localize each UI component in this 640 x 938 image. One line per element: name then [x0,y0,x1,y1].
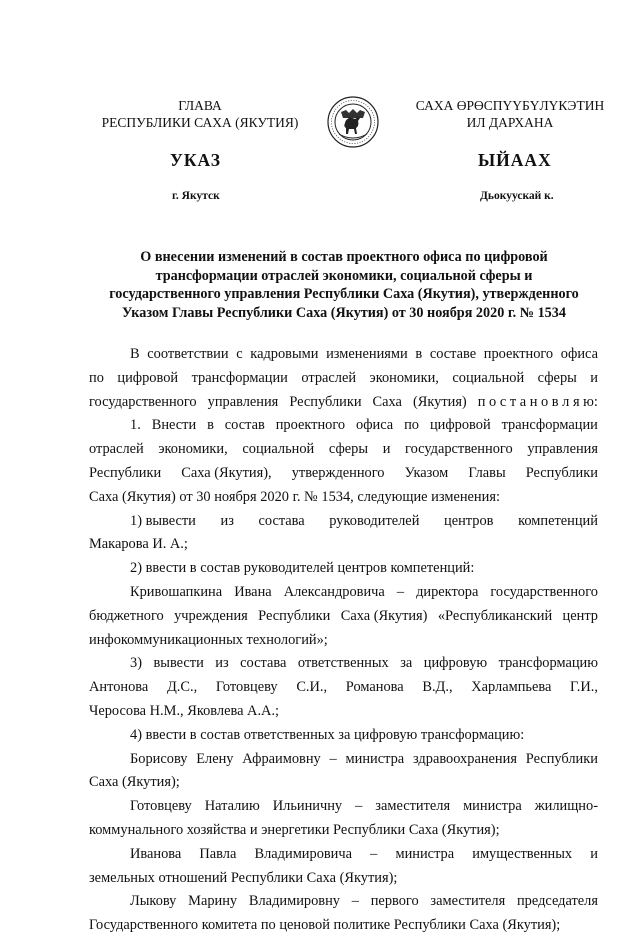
word: учреждения [174,607,248,624]
word: Антонова [89,679,149,696]
word: отраслей [301,369,357,386]
body-line-14 [89,652,598,676]
word: управления [207,393,279,410]
word: Ивана [234,583,272,600]
word: компетенций [518,512,598,529]
word: в [207,417,214,434]
word: – [396,583,405,600]
word: Саха (Якутия), [181,464,272,481]
word: Республики [89,464,162,481]
issuer-left [80,97,320,131]
word: Д.С., [166,679,198,696]
body-line-07: Саха (Якутия) от 30 ноября 2020 г. № 1534, следующие изменения: [89,488,500,505]
word: Наталию [204,798,260,815]
body-line-17: 4) ввести в состав ответственных за цифровую трансформацию: [130,726,525,743]
word: трансформации [191,369,288,386]
word: составе [429,346,477,362]
word: экономики, [369,369,439,386]
word: экономики, [158,441,228,458]
word: С.И., [296,679,328,696]
body-line-20 [89,795,598,819]
word: отраслей [89,441,144,458]
word: и [382,441,391,458]
issuer-right [400,97,620,131]
word: состава [240,655,287,672]
word: Александровича [283,583,385,600]
body-line-16: Черосова Н.М., Яковлева А.А.; [89,702,280,719]
word: изменениями [326,346,408,362]
word: цифровую [423,655,488,672]
word: офиса [356,417,394,434]
word: председателя [516,893,598,910]
word: соответствии [147,346,229,362]
word: 1) вывести [130,512,196,529]
word: в [415,346,423,362]
word: 1. [130,417,141,434]
word: министра [345,750,405,767]
title-line: трансформации отраслей экономики, социальной сферы и [155,267,533,284]
word: Кривошапкина [130,583,223,600]
body-line-05 [89,438,598,462]
word: бюджетного [89,607,164,624]
body-line-18 [89,748,598,772]
word: Владимировича [254,845,353,862]
word: Харлампьева [471,679,552,696]
word: Марину [188,893,238,910]
body-line-25: Государственного комитета по ценовой политике Республики Саха (Якутия); [89,917,561,934]
body-line-01 [89,343,598,367]
word: – [370,845,378,862]
word: 3) [130,655,142,672]
word: трансформацию [498,655,598,672]
word: цифровой [429,417,491,434]
word: из [215,655,229,672]
word: здравоохранения [413,750,517,767]
word: утвержденного [291,464,385,481]
word: Главы [468,464,506,481]
word: проектного [275,417,346,434]
word: В [130,346,140,362]
word: Ильиничну [272,798,343,815]
word: Павла [199,845,237,862]
word: из [220,512,234,529]
title-line: О внесении изменений в состав проектного офиса по цифровой [140,249,548,265]
word: Афраимовну [242,750,321,767]
word: цифровой [117,369,179,386]
document-body [89,343,598,938]
body-line-21: коммунального хозяйства и энергетики Республики Саха (Якутия); [89,821,500,838]
body-line-24 [89,890,598,914]
body-line-04 [89,414,598,438]
word: государственного [405,441,513,458]
body-line-11 [89,581,598,605]
word: Указом [404,464,449,481]
body-line-02 [89,367,598,391]
word: проектного [483,346,554,362]
word: Республики [258,607,331,624]
word: имущественных [472,845,573,862]
issuer-right-line-1: САХА ӨРӨСПҮҮБҮЛҮКЭТИН [415,98,605,113]
body-line-09: Макарова И. А.; [89,536,188,553]
word: управления [527,441,598,458]
word: социальной [242,441,315,458]
city-left: г. Якутск [172,190,220,202]
issuer-left-line-2: РЕСПУБЛИКИ САХА (ЯКУТИЯ) [101,115,299,130]
word: министра [463,798,522,815]
word: Саха (Якутия) [340,607,428,624]
word: руководителей [329,512,420,529]
word: и [590,845,598,862]
body-line-03 [89,391,598,415]
word: социальной [452,369,525,386]
word: сферы [537,369,577,386]
word: Республики [525,750,598,767]
title-line: Указом Главы Республики Саха (Якутия) от 30 ноября 2020 г. № 1534 [122,304,566,321]
body-line-08 [89,510,598,534]
word: Республики [525,464,598,481]
issuer-right-line-2: ИЛ ДАРХАНА [466,115,554,130]
word: Елену [196,750,234,767]
word: – [355,798,363,815]
word: состав [224,417,265,434]
word: первого [370,893,419,910]
word: Республики [289,393,362,410]
word: по [404,417,420,434]
word: жилищно- [534,798,598,815]
body-line-19: Саха (Якутия); [89,774,180,791]
word: заместителя [430,893,506,910]
word: Лыкову [130,893,177,910]
word: с [236,346,243,362]
body-line-10: 2) ввести в состав руководителей центров компетенций: [130,560,475,577]
word: п о с т а н о в л я ю: [477,393,598,410]
word: офиса [560,346,598,362]
word: В.Д., [422,679,453,696]
word: Готовцеву [130,798,192,815]
body-line-23: земельных отношений Республики Саха (Якутия); [89,869,398,886]
word: Внести [151,417,197,434]
word: и [590,369,598,386]
body-line-22 [89,843,598,867]
word: ответственных [297,655,389,672]
word: по [89,369,104,386]
word: кадровыми [250,346,319,362]
word: центр [562,607,598,624]
word: – [329,750,337,767]
word: Г.И., [570,679,598,696]
word: Иванова [130,845,182,862]
word: государственного [490,583,598,600]
word: сферы [328,441,369,458]
word: – [351,893,359,910]
word: Готовцеву [215,679,278,696]
word: Борисову [130,750,188,767]
word: министра [395,845,455,862]
word: вывести [153,655,204,672]
coat-of-arms-emblem [327,96,379,148]
issuer-left-line-1: ГЛАВА [178,98,222,113]
doc-type-right: ЫЙААХ [478,150,552,170]
word: Романова [345,679,404,696]
body-line-15 [89,676,598,700]
doc-type-left: УКАЗ [170,150,221,170]
word: заместителя [375,798,451,815]
word: Саха [372,393,402,410]
word: государственного [89,393,197,410]
city-right: Дьокуускай к. [480,190,554,202]
document-title [84,248,604,322]
body-line-13: инфокоммуникационных технологий»; [89,631,328,648]
body-line-06 [89,462,598,486]
word: «Республиканский [437,607,553,624]
word: директора [416,583,479,600]
word: состава [258,512,305,529]
title-line: государственного управления Республики Саха (Якутия), утвержденного [109,286,579,302]
word: (Якутия) [412,393,467,410]
word: за [400,655,413,672]
word: Владимировну [248,893,340,910]
word: трансформации [501,417,598,434]
body-line-12 [89,605,598,629]
word: центров [444,512,494,529]
